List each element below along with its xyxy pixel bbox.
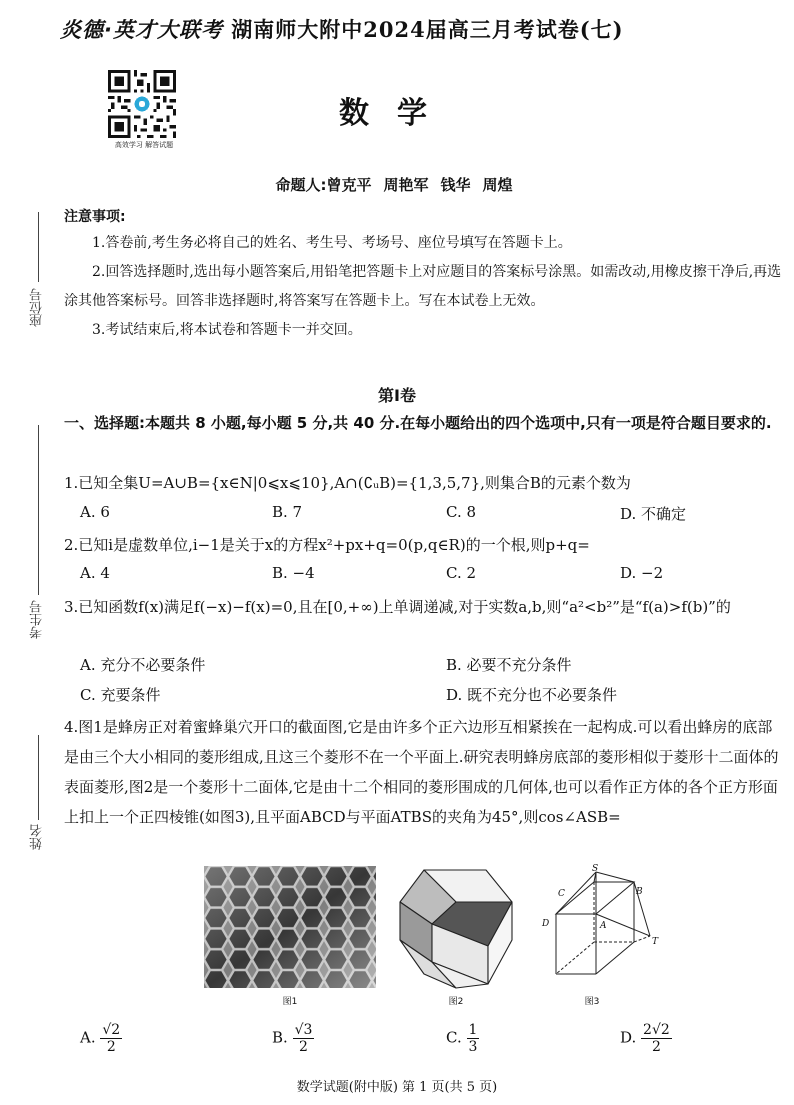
cube-pyramid-figure xyxy=(538,864,668,990)
author: 曾克平 xyxy=(326,176,372,194)
q2-option-a: A. 4 xyxy=(80,564,110,582)
question-4-stem: 4.图1是蜂房正对着蜜蜂巢穴开口的截面图,它是由许多个正六边形互相紧挨在一起构成.可以看出蜂房的底部是由三个大小相同的菱形组成,且这三个菱形不在一个平面上.研究表明蜂房底部的菱形相似于菱形十二面体的表面菱形,图2是一个菱形十二面体,它是由十二个相同的菱形围成的几何体,也可以看作正方体的各个正方形面上扣上一个正四棱锥(如图3),且平面ABCD与平面ATBS的夹角为45°,则cos∠ASB= xyxy=(64,718,779,826)
q3-option-a: A. 充分不必要条件 xyxy=(80,656,206,674)
side-label-seat: 座位号 xyxy=(30,288,45,327)
note-item: 3.考试结束后,将本试卷和答题卡一并交回。 xyxy=(92,322,362,338)
option-label: C. xyxy=(446,1028,462,1047)
exam-header xyxy=(60,14,760,44)
question-2-stem: 2.已知i是虚数单位,i−1是关于x的方程x²+px+q=0(p,q∈R)的一个根,则p+q= xyxy=(64,536,590,554)
fig3-label-c: C xyxy=(558,889,565,899)
q3-option-c: C. 充要条件 xyxy=(80,686,161,704)
numerator: 2√2 xyxy=(643,1022,670,1038)
numerator: √3 xyxy=(294,1022,313,1038)
numerator: √2 xyxy=(102,1022,121,1038)
numerator: 1 xyxy=(468,1022,478,1038)
q4-option-b xyxy=(272,1022,314,1055)
option-label: D. xyxy=(620,1028,637,1047)
side-label-name: 姓名 xyxy=(30,824,45,850)
denominator: 2 xyxy=(299,1039,308,1055)
authors-label: 命题人: xyxy=(275,176,327,194)
fig3-label-s: S xyxy=(592,864,599,874)
author: 周煌 xyxy=(482,176,513,194)
q4-option-d xyxy=(620,1022,672,1055)
fig3-label-t: T xyxy=(652,937,659,947)
figure-3-caption: 图3 xyxy=(584,997,600,1007)
notes-title: 注意事项: xyxy=(64,209,126,225)
question-1-stem: 1.已知全集U=A∪B={x∈N|0⩽x⩽10},A∩(∁ᵤB)={1,3,5,7},则集合B的元素个数为 xyxy=(64,474,631,492)
fig3-label-b: B xyxy=(636,887,643,897)
q1-option-b: B. 7 xyxy=(272,503,303,521)
option-fraction xyxy=(100,1022,122,1055)
side-label-exam-no: 考生号 xyxy=(30,600,45,639)
side-divider xyxy=(38,212,39,282)
figure-2-caption: 图2 xyxy=(448,997,464,1007)
q1-option-c: C. 8 xyxy=(446,503,477,521)
side-divider xyxy=(38,425,39,595)
header-brand: 炎德·英才大联考 xyxy=(60,18,223,42)
denominator: 3 xyxy=(468,1039,478,1055)
author: 钱华 xyxy=(440,176,471,194)
side-divider xyxy=(38,735,39,820)
note-item: 2.回答选择题时,选出每小题答案后,用铅笔把答题卡上对应题目的答案标号涂黑。如需改动,用橡皮擦干净后,再选涂其他答案标号。回答非选择题时,将答案写在答题卡上。写在本试卷上无效。 xyxy=(64,264,782,309)
option-fraction xyxy=(641,1022,672,1055)
option-label: A. xyxy=(80,1028,96,1047)
q4-option-a xyxy=(80,1022,122,1055)
fig3-label-a: A xyxy=(600,921,607,931)
question-3-stem: 3.已知函数f(x)满足f(−x)−f(x)=0,且在[0,+∞)上单调递减,对于实数a,b,则“a²<b²”是“f(a)>f(b)”的 xyxy=(64,598,731,616)
q1-option-d: D. 不确定 xyxy=(620,505,687,523)
q4-option-c xyxy=(446,1022,479,1055)
authors-line xyxy=(0,174,794,195)
part-heading: 一、选择题:本题共 8 小题,每小题 5 分,共 40 分.在每小题给出的四个选项中,只有一项是符合题目要求的. xyxy=(64,414,772,432)
denominator: 2 xyxy=(106,1039,116,1055)
q3-option-b: B. 必要不充分条件 xyxy=(446,656,572,674)
page-title: 数学 xyxy=(339,96,455,131)
author: 周艳军 xyxy=(383,176,429,194)
q2-option-d: D. −2 xyxy=(620,564,664,582)
q2-option-c: C. 2 xyxy=(446,564,477,582)
qr-caption: 高效学习 解答试题 xyxy=(114,141,174,149)
header-text: 湖南师大附中2024届高三月考试卷(七) xyxy=(231,17,624,42)
section-title: 第Ⅰ卷 xyxy=(378,386,416,405)
figure-1-caption: 图1 xyxy=(282,997,298,1007)
denominator: 2 xyxy=(651,1039,661,1055)
option-fraction xyxy=(467,1022,480,1055)
q2-option-b: B. −4 xyxy=(272,564,315,582)
note-item: 1.答卷前,考生务必将自己的姓名、考生号、考场号、座位号填写在答题卡上。 xyxy=(92,235,572,251)
option-label: B. xyxy=(272,1028,288,1047)
fig3-label-d: D xyxy=(542,919,550,929)
q1-option-a: A. 6 xyxy=(80,503,110,521)
page-footer: 数学试题(附中版) 第 1 页(共 5 页) xyxy=(296,1080,498,1095)
honeycomb-photo xyxy=(204,866,376,988)
q3-option-d: D. 既不充分也不必要条件 xyxy=(446,686,618,704)
rhombic-dodecahedron-figure xyxy=(394,866,518,992)
option-fraction xyxy=(293,1022,315,1055)
